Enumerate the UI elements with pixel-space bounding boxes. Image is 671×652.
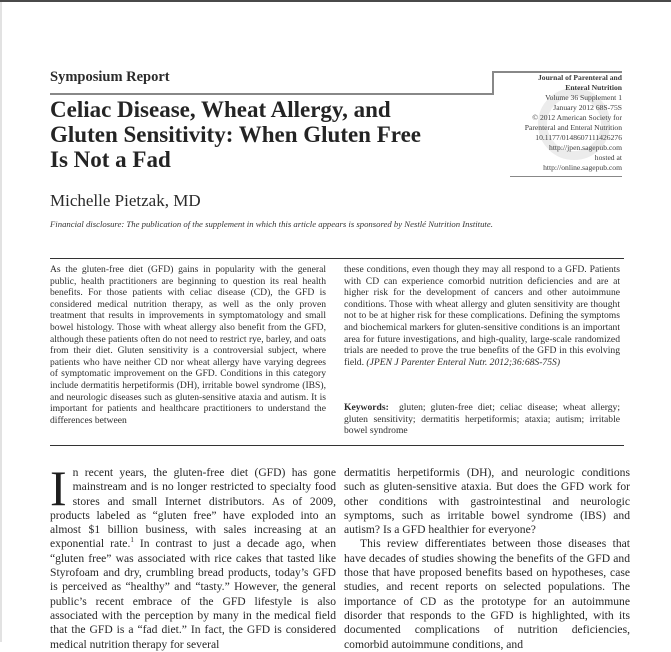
body-intro-text-cont: In contrast to just a decade ago, when “gluten free” was associated with rice cakes that tasted like Styrofoam and dry, crumbling bread products, today’s GFD is perceived as “healthy” and “tasty.” However, the general public’s recent embrace of the GFD lifestyle is also associated with the perception by many in the medical field that the GFD is a “fad diet.” In fact, the GFD is considered medical nutrition therapy for several bbox=[50, 537, 336, 651]
journal-volume: Volume 36 Supplement 1 bbox=[545, 93, 622, 102]
drop-cap: I bbox=[50, 460, 67, 516]
author-name: Michelle Pietzak, MD bbox=[50, 191, 201, 210]
section-label: Symposium Report bbox=[50, 69, 170, 85]
body-intro-text: n recent years, the gluten-free diet (GFD) has gone mainstream and is no longer restricted to specialty food stores and small Internet distributors. As of 2009, products labeled as “gluten free” have exploded into an almost $1 billion business, with sales increasing at an exponential rate. bbox=[50, 466, 336, 551]
header-rule bbox=[50, 93, 493, 95]
journal-url[interactable]: http://jpen.sagepub.com bbox=[549, 143, 622, 152]
journal-host-url[interactable]: http://online.sagepub.com bbox=[543, 163, 622, 172]
article-title: Celiac Disease, Wheat Allergy, and Gluten Sensitivity: When Gluten Free Is Not a Fad bbox=[50, 97, 421, 172]
page-left-edge bbox=[0, 2, 2, 642]
financial-disclosure: Financial disclosure: The publication of the supplement in which this article appears is sponsored by Nestlé Nutrition Institute. bbox=[50, 219, 493, 229]
journal-copyright: © 2012 American Society for bbox=[532, 113, 622, 122]
journal-name: Journal of Parenteral and bbox=[537, 73, 622, 82]
journal-copyright-2: Parenteral and Enteral Nutrition bbox=[524, 123, 622, 132]
abstract-left-column: As the gluten-free diet (GFD) gains in popularity with the general public, health practitioners are beginning to question its real health benefits. For those patients with celiac disease (CD), the GFD is considered medical nutrition therapy, as well as the only proven treatment that results in improvements in symptomatology and small bowel histology. Those with wheat allergy also benefit from the GFD, although these patients often do not need to restrict rye, barley, and oats from their diet. Gluten sensitivity is a controversial subject, where patients who have neither CD nor wheat allergy have varying degrees of symptomatic improvement on the GFD. Conditions in this category include dermatitis herpetiformis (DH), irritable bowel syndrome (IBS), and neurologic diseases such as gluten-sensitive ataxia and autism. It is important for patients and healthcare practitioners to understand the differences between bbox=[50, 264, 326, 426]
journal-name-2: Enteral Nutrition bbox=[565, 83, 622, 92]
reference-1[interactable]: 1 bbox=[130, 536, 134, 545]
keywords-list: gluten; gluten-free diet; celiac disease; wheat allergy; gluten sensitivity; dermatitis herpetiformis; ataxia; autism; irritable bowel syndrome bbox=[344, 402, 620, 437]
journal-date-pages: January 2012 68S-75S bbox=[553, 103, 622, 112]
body-paragraph-2 bbox=[344, 537, 630, 651]
abstract-right-column bbox=[344, 264, 620, 368]
keywords-label: Keywords: bbox=[344, 402, 389, 413]
body-left-column bbox=[50, 460, 336, 652]
viewer-top-border bbox=[0, 0, 671, 2]
body-paragraph-2-text: This review differentiates between those diseases that have decades of studies showing the benefits of the GFD and those that have proposed benefits based on hypotheses, case studies, and recent reports on selected populations. The importance of CD as the prototype for an autoimmune disorder that responds to the GFD is highlighted, with its documented complications of nutrition deficiencies, comorbid autoimmune conditions, and bbox=[344, 537, 630, 651]
abstract-right-text: these conditions, even though they may all respond to a GFD. Patients with CD can experience comorbid nutrition deficiencies and are at higher risk for the development of cancers and other autoimmune conditions. Those with wheat allergy and gluten sensitivity are thought not to be at higher risk for these complications. Defining the symptoms and biochemical markers for gluten-sensitive conditions is an important area for future investigations, and high-quality, large-scale randomized trials are needed to prove the true benefits of the GFD in this evolving field. bbox=[344, 264, 620, 368]
body-paragraph: dermatitis herpetiformis (DH), and neurologic conditions such as gluten-sensitive ataxia. But does the GFD work for other conditions with gastrointestinal and neurologic symptoms, such as irritable bowel syndrome (IBS) and autism? Is a GFD healthier for everyone? bbox=[344, 466, 630, 537]
body-right-column bbox=[344, 466, 630, 652]
keywords bbox=[344, 402, 620, 437]
journal-info-box bbox=[500, 73, 622, 173]
abstract-bottom-rule bbox=[50, 445, 624, 446]
journal-doi: 10.1177/0148607111426276 bbox=[535, 133, 622, 142]
journal-hosted-label: hosted at bbox=[594, 153, 622, 162]
journal-box-bottom-rule bbox=[510, 176, 622, 177]
abstract-top-rule bbox=[50, 258, 624, 259]
abstract-citation: (JPEN J Parenter Enteral Nutr. 2012;36:68S-75S) bbox=[366, 356, 561, 368]
header-rule-step bbox=[492, 71, 494, 95]
